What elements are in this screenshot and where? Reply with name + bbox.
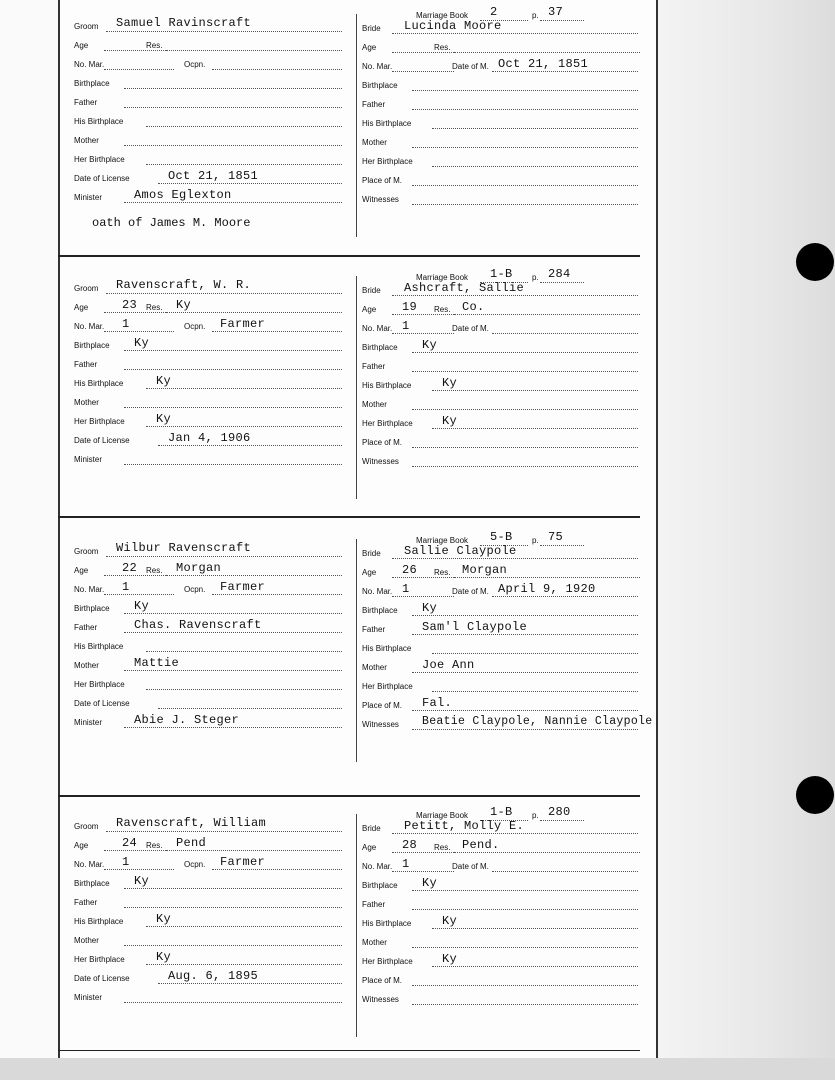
page-value: 280 (548, 805, 571, 819)
bride-res-label: Res. (434, 843, 451, 852)
groom-line (106, 556, 342, 557)
bride-date_of_m-line (492, 871, 638, 872)
bride-father-label: Father (362, 900, 386, 909)
groom-line (106, 31, 342, 32)
bride-age-label: Age (362, 305, 377, 314)
bride-father-line (412, 109, 638, 110)
groom-age-value: 22 (122, 561, 138, 575)
groom-age-line (104, 850, 174, 851)
bride-date-of-m-value: April 9, 1920 (498, 582, 596, 596)
groom-age-value: 24 (122, 836, 138, 850)
bride-witnesses-label: Witnesses (362, 720, 399, 729)
groom-no-mar-label: No. Mar. (74, 60, 105, 69)
bride-her_birthplace-line (432, 428, 638, 429)
groom-her-birthplace-label: Her Birthplace (74, 155, 125, 164)
bride-place_of_m-line (412, 447, 638, 448)
groom-res-label: Res. (146, 566, 163, 575)
bride-mother-label: Mother (362, 938, 387, 947)
bride-bride-line (392, 33, 638, 34)
groom-minister-label: Minister (74, 455, 103, 464)
groom-ocpn-line (212, 331, 342, 332)
bride-res-value: Co. (462, 300, 485, 314)
groom-minister-line (124, 202, 342, 203)
record-divider-1 (58, 255, 640, 257)
groom-ocpn-label: Ocpn. (184, 322, 206, 331)
bride-no-mar-value: 1 (402, 319, 410, 333)
groom-minister-label: Minister (74, 993, 103, 1002)
groom-his-birthplace-label: His Birthplace (74, 642, 124, 651)
bride-bride-label: Bride (362, 824, 381, 833)
bride-bride-value: Ashcraft, Sallie (404, 281, 525, 295)
groom-line (106, 293, 342, 294)
bride-res-value: Pend. (462, 838, 500, 852)
bride-place_of_m-line (412, 185, 638, 186)
bride-mother-label: Mother (362, 400, 387, 409)
groom-no_mar-line (104, 69, 174, 70)
groom-note: oath of James M. Moore (92, 216, 251, 230)
bride-her_birthplace-line (432, 966, 638, 967)
bride-place_of_m-line (412, 985, 638, 986)
groom-no_mar-line (104, 594, 174, 595)
groom-name: Wilbur Ravenscraft (116, 541, 252, 555)
bride-birthplace-line (412, 615, 638, 616)
marriage-book-value: 1-B (490, 267, 513, 281)
bride-no-mar-value: 1 (402, 582, 410, 596)
bride-no_mar-line (392, 596, 454, 597)
page-line (540, 20, 584, 21)
bride-no_mar-line (392, 71, 454, 72)
groom-ocpn-value: Farmer (220, 317, 266, 331)
page-label: p. (532, 811, 539, 820)
groom-her-birthplace-label: Her Birthplace (74, 680, 125, 689)
groom-her-birthplace-label: Her Birthplace (74, 417, 125, 426)
bride-date-of-m-value: Oct 21, 1851 (498, 57, 589, 71)
record-column-separator (356, 539, 357, 762)
bride-bride-label: Bride (362, 286, 381, 295)
bride-his_birthplace-line (432, 653, 638, 654)
groom-ocpn-line (212, 69, 342, 70)
groom-age-line (104, 50, 174, 51)
bride-age-value: 28 (402, 838, 418, 852)
bride-mother-label: Mother (362, 138, 387, 147)
bride-birthplace-label: Birthplace (362, 881, 398, 890)
bride-witnesses-line (412, 729, 638, 730)
left-margin (0, 0, 58, 1080)
bride-no-mar-label: No. Mar. (362, 62, 393, 71)
groom-age-line (104, 575, 174, 576)
bride-her_birthplace-line (432, 691, 638, 692)
groom-father-label: Father (74, 98, 98, 107)
bride-mother-label: Mother (362, 663, 387, 672)
bride-bride-value: Petitt, Molly E. (404, 819, 525, 833)
groom-age-label: Age (74, 841, 89, 850)
groom-birthplace-label: Birthplace (74, 604, 110, 613)
right-margin (656, 0, 835, 1080)
bride-bride-value: Lucinda Moore (404, 19, 502, 33)
groom-her-birthplace-label: Her Birthplace (74, 955, 125, 964)
groom-res-line (166, 850, 342, 851)
groom-age-label: Age (74, 41, 89, 50)
groom-her-birthplace-value: Ky (156, 950, 172, 964)
groom-minister-line (124, 1002, 342, 1003)
groom-her_birthplace-line (146, 964, 342, 965)
groom-father-line (124, 369, 342, 370)
groom-mother-label: Mother (74, 936, 99, 945)
groom-name: Ravenscraft, William (116, 816, 267, 830)
groom-date_of_license-line (158, 445, 342, 446)
groom-age-value: 23 (122, 298, 138, 312)
groom-no-mar-label: No. Mar. (74, 322, 105, 331)
groom-name: Samuel Ravinscraft (116, 16, 252, 30)
groom-date_of_license-line (158, 183, 342, 184)
groom-father-line (124, 907, 342, 908)
groom-his_birthplace-line (146, 388, 342, 389)
page-value: 284 (548, 267, 571, 281)
bride-no-mar-label: No. Mar. (362, 587, 393, 596)
groom-date-of-license-label: Date of License (74, 699, 130, 708)
bride-date-of-m-label: Date of M. (452, 587, 489, 596)
groom-birthplace-line (124, 888, 342, 889)
groom-age-label: Age (74, 566, 89, 575)
page-line (540, 282, 584, 283)
groom-ocpn-value: Farmer (220, 580, 266, 594)
groom-no_mar-line (104, 869, 174, 870)
bride-his-birthplace-label: His Birthplace (362, 381, 412, 390)
bride-her-birthplace-label: Her Birthplace (362, 419, 413, 428)
marriage-book-value: 1-B (490, 805, 513, 819)
bride-age-line (392, 314, 454, 315)
bride-age-line (392, 852, 454, 853)
groom-minister-label: Minister (74, 718, 103, 727)
bride-res-label: Res. (434, 43, 451, 52)
page-line (540, 545, 584, 546)
groom-age-line (104, 312, 174, 313)
groom-res-value: Morgan (176, 561, 222, 575)
bride-his-birthplace-value: Ky (442, 376, 458, 390)
bride-place-of-m-label: Place of M. (362, 438, 403, 447)
groom-father-label: Father (74, 623, 98, 632)
groom-minister-line (124, 464, 342, 465)
bottom-margin (0, 1058, 835, 1080)
bride-birthplace-label: Birthplace (362, 343, 398, 352)
groom-father-label: Father (74, 360, 98, 369)
bride-father-line (412, 634, 638, 635)
groom-date-of-license-label: Date of License (74, 174, 130, 183)
groom-her_birthplace-line (146, 426, 342, 427)
groom-minister-label: Minister (74, 193, 103, 202)
groom-ocpn-value: Farmer (220, 855, 266, 869)
groom-ocpn-label: Ocpn. (184, 860, 206, 869)
marriage-book-label: Marriage Book (416, 273, 469, 282)
record-divider-2 (58, 516, 640, 518)
groom-mother-line (124, 945, 342, 946)
bride-birthplace-value: Ky (422, 876, 438, 890)
marriage-book-value: 5-B (490, 530, 513, 544)
bride-witnesses-label: Witnesses (362, 457, 399, 466)
page-value: 75 (548, 530, 564, 544)
groom-her_birthplace-line (146, 164, 342, 165)
groom-res-label: Res. (146, 841, 163, 850)
groom-res-line (166, 575, 342, 576)
marriage-book-label: Marriage Book (416, 11, 469, 20)
groom-birthplace-label: Birthplace (74, 341, 110, 350)
groom-date-of-license-label: Date of License (74, 974, 130, 983)
bride-mother-line (412, 672, 638, 673)
groom-minister-value: Abie J. Steger (134, 713, 240, 727)
bride-mother-line (412, 947, 638, 948)
record-column-separator (356, 14, 357, 237)
bride-place-of-m-label: Place of M. (362, 701, 403, 710)
groom-his-birthplace-label: His Birthplace (74, 917, 124, 926)
bride-her-birthplace-label: Her Birthplace (362, 957, 413, 966)
bride-birthplace-line (412, 352, 638, 353)
bride-father-line (412, 909, 638, 910)
groom-mother-label: Mother (74, 398, 99, 407)
index-card-sheet (58, 0, 658, 1060)
groom-birthplace-line (124, 88, 342, 89)
bride-birthplace-value: Ky (422, 601, 438, 615)
page-value: 37 (548, 5, 564, 19)
bride-her_birthplace-line (432, 166, 638, 167)
bride-no-mar-label: No. Mar. (362, 324, 393, 333)
groom-his_birthplace-line (146, 651, 342, 652)
bride-father-line (412, 371, 638, 372)
groom-birthplace-label: Birthplace (74, 879, 110, 888)
bride-witnesses-line (412, 1004, 638, 1005)
bride-her-birthplace-value: Ky (442, 414, 458, 428)
bride-bride-label: Bride (362, 24, 381, 33)
groom-date-of-license-label: Date of License (74, 436, 130, 445)
groom-father-line (124, 632, 342, 633)
groom-date-of-license-value: Jan 4, 1906 (168, 431, 251, 445)
groom-minister-value: Amos Eglexton (134, 188, 232, 202)
bride-date-of-m-label: Date of M. (452, 324, 489, 333)
punch-hole-bottom (796, 776, 834, 814)
groom-birthplace-value: Ky (134, 599, 150, 613)
bride-witnesses-line (412, 466, 638, 467)
groom-date-of-license-value: Oct 21, 1851 (168, 169, 259, 183)
bride-bride-line (392, 833, 638, 834)
groom-label: Groom (74, 822, 99, 831)
groom-label: Groom (74, 22, 99, 31)
bride-birthplace-line (412, 90, 638, 91)
bride-age-value: 26 (402, 563, 418, 577)
groom-father-line (124, 107, 342, 108)
groom-mother-line (124, 407, 342, 408)
record-divider-3 (58, 795, 640, 797)
groom-label: Groom (74, 284, 99, 293)
groom-line (106, 831, 342, 832)
bride-no_mar-line (392, 871, 454, 872)
bride-her-birthplace-label: Her Birthplace (362, 682, 413, 691)
page-line (540, 820, 584, 821)
bride-birthplace-label: Birthplace (362, 81, 398, 90)
bride-res-line (454, 577, 640, 578)
groom-no-mar-label: No. Mar. (74, 860, 105, 869)
groom-ocpn-line (212, 869, 342, 870)
bride-witnesses-value: Beatie Claypole, Nannie Claypole (422, 715, 653, 728)
groom-his-birthplace-value: Ky (156, 374, 172, 388)
groom-minister-line (124, 727, 342, 728)
groom-ocpn-label: Ocpn. (184, 585, 206, 594)
groom-his-birthplace-value: Ky (156, 912, 172, 926)
bride-place-of-m-label: Place of M. (362, 976, 403, 985)
groom-his_birthplace-line (146, 126, 342, 127)
bride-his_birthplace-line (432, 390, 638, 391)
bride-date-of-m-label: Date of M. (452, 62, 489, 71)
record-column-separator (356, 814, 357, 1037)
bride-witnesses-label: Witnesses (362, 995, 399, 1004)
page-label: p. (532, 273, 539, 282)
bride-his-birthplace-value: Ky (442, 914, 458, 928)
groom-her-birthplace-value: Ky (156, 412, 172, 426)
marriage-book-label: Marriage Book (416, 536, 469, 545)
bride-his-birthplace-label: His Birthplace (362, 119, 412, 128)
bride-res-line (454, 52, 640, 53)
groom-date_of_license-line (158, 708, 342, 709)
bride-age-value: 19 (402, 300, 418, 314)
groom-label: Groom (74, 547, 99, 556)
bride-age-line (392, 577, 454, 578)
bride-age-label: Age (362, 843, 377, 852)
bride-date-of-m-label: Date of M. (452, 862, 489, 871)
bride-date_of_m-line (492, 71, 638, 72)
bride-his-birthplace-label: His Birthplace (362, 919, 412, 928)
page-label: p. (532, 536, 539, 545)
bride-bride-line (392, 558, 638, 559)
groom-father-label: Father (74, 898, 98, 907)
bride-her-birthplace-label: Her Birthplace (362, 157, 413, 166)
groom-his-birthplace-label: His Birthplace (74, 379, 124, 388)
groom-birthplace-label: Birthplace (74, 79, 110, 88)
bride-res-value: Morgan (462, 563, 508, 577)
groom-res-value: Pend (176, 836, 207, 850)
groom-ocpn-line (212, 594, 342, 595)
bride-bride-line (392, 295, 638, 296)
bride-date_of_m-line (492, 333, 638, 334)
groom-no_mar-line (104, 331, 174, 332)
bride-res-line (454, 314, 640, 315)
bride-witnesses-label: Witnesses (362, 195, 399, 204)
marriage-book-label: Marriage Book (416, 811, 469, 820)
groom-her_birthplace-line (146, 689, 342, 690)
bride-res-label: Res. (434, 568, 451, 577)
groom-no-mar-value: 1 (122, 855, 130, 869)
groom-birthplace-line (124, 350, 342, 351)
groom-birthplace-value: Ky (134, 874, 150, 888)
groom-no-mar-label: No. Mar. (74, 585, 105, 594)
groom-mother-line (124, 670, 342, 671)
bride-his_birthplace-line (432, 928, 638, 929)
bride-res-label: Res. (434, 305, 451, 314)
bride-father-label: Father (362, 100, 386, 109)
bride-his_birthplace-line (432, 128, 638, 129)
bride-no_mar-line (392, 333, 454, 334)
bride-mother-line (412, 147, 638, 148)
groom-res-label: Res. (146, 41, 163, 50)
groom-his-birthplace-label: His Birthplace (74, 117, 124, 126)
bride-father-label: Father (362, 362, 386, 371)
groom-res-line (166, 312, 342, 313)
page-label: p. (532, 11, 539, 20)
record-column-separator (356, 276, 357, 499)
groom-mother-label: Mother (74, 136, 99, 145)
groom-mother-label: Mother (74, 661, 99, 670)
bride-res-line (454, 852, 640, 853)
groom-his_birthplace-line (146, 926, 342, 927)
bride-no-mar-label: No. Mar. (362, 862, 393, 871)
groom-ocpn-label: Ocpn. (184, 60, 206, 69)
groom-res-line (166, 50, 342, 51)
bride-bride-value: Sallie Claypole (404, 544, 517, 558)
groom-res-value: Ky (176, 298, 192, 312)
groom-age-label: Age (74, 303, 89, 312)
bride-place_of_m-line (412, 710, 638, 711)
bride-mother-value: Joe Ann (422, 658, 475, 672)
bride-age-label: Age (362, 568, 377, 577)
groom-no-mar-value: 1 (122, 580, 130, 594)
bride-no-mar-value: 1 (402, 857, 410, 871)
bride-witnesses-line (412, 204, 638, 205)
bride-father-label: Father (362, 625, 386, 634)
bride-birthplace-line (412, 890, 638, 891)
marriage-book-value: 2 (490, 5, 498, 19)
bride-his-birthplace-label: His Birthplace (362, 644, 412, 653)
record-divider-bottom (58, 1050, 640, 1051)
groom-name: Ravenscraft, W. R. (116, 278, 252, 292)
bride-birthplace-value: Ky (422, 338, 438, 352)
bride-mother-line (412, 409, 638, 410)
groom-mother-line (124, 145, 342, 146)
groom-mother-value: Mattie (134, 656, 180, 670)
bride-bride-label: Bride (362, 549, 381, 558)
groom-birthplace-value: Ky (134, 336, 150, 350)
bride-her-birthplace-value: Ky (442, 952, 458, 966)
groom-no-mar-value: 1 (122, 317, 130, 331)
bride-age-label: Age (362, 43, 377, 52)
bride-age-line (392, 52, 454, 53)
groom-date_of_license-line (158, 983, 342, 984)
groom-father-value: Chas. Ravenscraft (134, 618, 262, 632)
bride-birthplace-label: Birthplace (362, 606, 398, 615)
bride-place-of-m-label: Place of M. (362, 176, 403, 185)
bride-place-of-m-value: Fal. (422, 696, 453, 710)
punch-hole-top (796, 243, 834, 281)
bride-date_of_m-line (492, 596, 638, 597)
groom-res-label: Res. (146, 303, 163, 312)
bride-father-value: Sam'l Claypole (422, 620, 528, 634)
groom-date-of-license-value: Aug. 6, 1895 (168, 969, 259, 983)
groom-birthplace-line (124, 613, 342, 614)
